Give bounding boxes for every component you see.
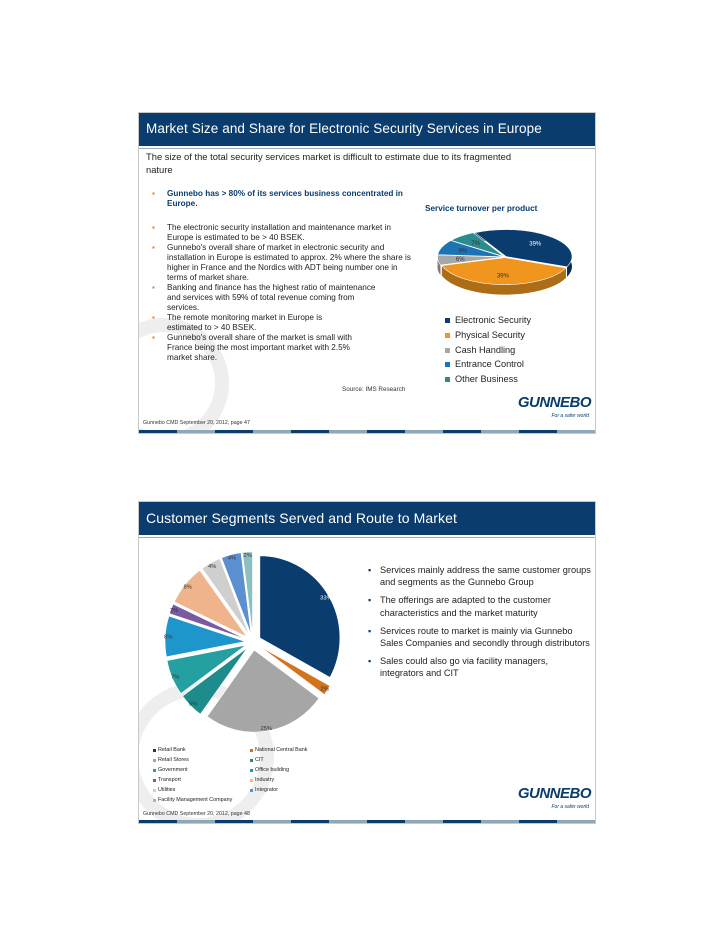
bullet-item: ▪ Gunnebo's overall share of the market is small with France being the most important market with 2.5% market share. <box>151 333 373 363</box>
legend-label: Cash Handling <box>455 344 516 355</box>
legend-item-integrator <box>250 787 278 793</box>
legend-label: National Central Bank <box>255 747 308 753</box>
bullet-list <box>151 223 419 363</box>
bullet-list <box>366 564 592 686</box>
slide-title: Market Size and Share for Electronic Security Services in Europe <box>146 121 542 136</box>
legend-swatch <box>153 779 156 782</box>
legend-label: Entrance Control <box>455 359 524 370</box>
pie-label-entrance-control: 9% <box>458 248 468 255</box>
pie-label-industry: 8% <box>183 584 192 591</box>
slide-page-47 <box>138 112 596 434</box>
legend-swatch <box>445 348 450 353</box>
logo-tagline: For a safer world <box>551 413 589 419</box>
legend-item-other-business <box>445 372 531 387</box>
slide-title: Customer Segments Served and Route to Market <box>146 510 457 526</box>
gunnebo-logo <box>501 394 591 428</box>
source-note: Source: IMS Research <box>342 386 406 393</box>
legend-swatch <box>250 749 253 752</box>
logo-wordmark: GUNNEBO <box>517 785 591 802</box>
legend-swatch <box>445 362 450 367</box>
legend-label: Transport <box>158 777 181 783</box>
legend-item-facility-management <box>153 797 232 803</box>
highlight-bullet: ▪ Gunnebo has > 80% of its services business concentrated in Europe. <box>151 189 406 209</box>
pie-label-utilities: 4% <box>207 563 217 570</box>
page-footer: Gunnebo CMD September 20, 2012, page 47 <box>143 420 250 426</box>
legend-item-transport <box>153 777 181 783</box>
pie-label-integrator: 4% <box>227 555 237 562</box>
pie-label-physical-security: 39% <box>496 273 509 280</box>
bullet-item: ▪ The offerings are adapted to the customer characteristics and the market maturity <box>366 594 592 618</box>
bullet-item: ▪ The electronic security installation and maintenance market in Europe is estimated to be > 40 BSEK. <box>151 223 419 243</box>
legend-item-utilities <box>153 787 175 793</box>
pie-slice-retail-bank <box>260 556 340 678</box>
legend-item-national-central-bank <box>250 747 307 753</box>
legend-label: Utilities <box>158 787 176 793</box>
legend-swatch <box>445 333 450 338</box>
legend-swatch <box>153 749 156 752</box>
legend-label: Retail Stores <box>158 757 189 763</box>
footer-stripe <box>139 430 595 433</box>
title-divider <box>139 146 595 149</box>
legend-swatch <box>250 769 253 772</box>
legend-item-entrance-control <box>445 357 531 372</box>
pie-label-government: 7% <box>170 674 180 681</box>
legend-item-electronic-security <box>445 313 531 328</box>
logo-tagline: For a safer world <box>551 804 589 810</box>
chart-legend <box>445 313 531 387</box>
bullet-item: ▪ Banking and finance has the highest ratio of maintenance and services with 59% of total revenue coming from services. <box>151 283 376 313</box>
pie-label-office-building: 8% <box>164 634 173 641</box>
legend-label: Facility Management Company <box>158 797 233 803</box>
pie-label-retail-bank: 33% <box>320 595 332 602</box>
legend-label: Office building <box>255 767 290 773</box>
legend-swatch <box>250 779 253 782</box>
legend-swatch <box>250 759 253 762</box>
logo-wordmark: GUNNEBO <box>517 394 591 411</box>
title-divider <box>139 535 595 538</box>
legend-label: Integrator <box>255 787 279 793</box>
pie-label-national-central-bank: 2% <box>320 686 329 693</box>
legend-item-retail-stores <box>153 757 189 763</box>
pie-label-cash-handling: 6% <box>455 257 465 264</box>
bullet-item: ▪ Services route to market is mainly via Gunnebo Sales Companies and secondly through distributors <box>366 625 592 649</box>
legend-item-physical-security <box>445 328 531 343</box>
legend-item-industry <box>250 777 274 783</box>
legend-label: Industry <box>255 777 275 783</box>
legend-label: Retail Bank <box>158 747 186 753</box>
legend-swatch <box>153 789 156 792</box>
legend-item-cash-handling <box>445 343 531 358</box>
pie-label-facility-management-company: 2% <box>243 553 252 560</box>
legend-item-office-building <box>250 767 289 773</box>
legend-item-government <box>153 767 188 773</box>
customer-segments-pie-chart <box>145 544 365 744</box>
legend-label: Electronic Security <box>455 315 532 325</box>
legend-swatch <box>445 318 450 323</box>
slide-title-bar <box>139 502 595 535</box>
bullet-item: ▪ Services mainly address the same customer groups and segments as the Gunnebo Group <box>366 564 592 588</box>
bullet-item: ▪ Gunnebo's overall share of market in electronic security and installation in Europe is estimated to approx. 2% where the share is higher in France and the Nordics with ADT being number one in terms of market share. <box>151 243 419 283</box>
legend-label: Physical Security <box>455 329 525 340</box>
legend-label: Government <box>158 767 188 773</box>
intro-text: The size of the total security services market is difficult to estimate due to its fragmented nature <box>146 151 512 175</box>
highlight-bullets <box>151 189 406 209</box>
legend-swatch <box>153 769 156 772</box>
chart-title: Service turnover per product <box>425 204 538 213</box>
legend-swatch <box>250 789 253 792</box>
legend-swatch <box>445 377 450 382</box>
bullet-item: ▪ Sales could also go via facility managers, integrators and CIT <box>366 655 592 679</box>
legend-label: Other Business <box>455 374 518 385</box>
legend-swatch <box>153 799 156 802</box>
bullet-item: ▪ The remote monitoring market in Europe is estimated to > 40 BSEK. <box>151 313 351 333</box>
pie-slice-retail-stores <box>207 650 319 732</box>
pie-label-other-business: 7% <box>471 241 481 247</box>
footer-stripe <box>139 820 595 823</box>
legend-swatch <box>153 759 156 762</box>
pie-label-retail-stores: 25% <box>260 725 273 732</box>
legend-item-cit <box>250 757 264 763</box>
page-footer: Gunnebo CMD September 20, 2012, page 48 <box>143 811 250 817</box>
service-turnover-pie-chart <box>435 217 575 307</box>
pie-label-cit: 5% <box>188 701 198 708</box>
slide-page-48 <box>138 501 596 824</box>
gunnebo-logo <box>501 785 591 819</box>
legend-item-retail-bank <box>153 747 186 753</box>
slide-title-bar <box>139 113 595 146</box>
legend-label: CIT <box>255 757 264 763</box>
pie-label-electronic-security: 39% <box>529 241 542 248</box>
pie-label-transport: 2% <box>169 607 179 614</box>
